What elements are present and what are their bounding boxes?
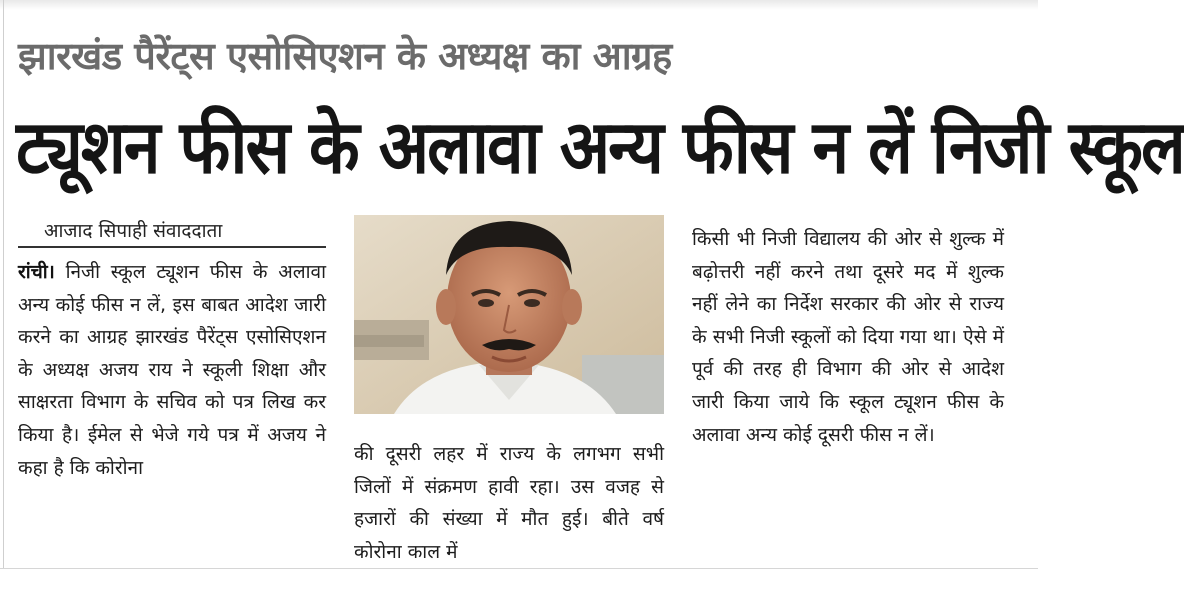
portrait-photo (354, 215, 664, 414)
byline-underline (18, 246, 326, 248)
column-1-text: निजी स्कूल ट्यूशन फीस के अलावा अन्य कोई फीस न लें, इस बाबत आदेश जारी करने का आग्रह झारखंड पैरेंट्स एसोसिएशन के अध्यक्ष अजय राय ने स्कूली शिक्षा और साक्षरता विभाग के सचिव को पत्र लिख कर किया है। ईमेल से भेजे गये पत्र में अजय ने कहा है कि कोरोना (18, 261, 326, 479)
byline: आजाद सिपाही संवाददाता (44, 220, 223, 242)
column-3-text: किसी भी निजी विद्यालय की ओर से शुल्क में बढ़ोत्तरी नहीं करने तथा दूसरे मद में शुल्क नहीं लेने का निर्देश सरकार की ओर से राज्य के सभी निजी स्कूलों को दिया गया था। ऐसे में पूर्व की तरह ही विभाग की ओर से आदेश जारी किया जाये कि स्कूल ट्यूशन फीस के अलावा अन्य कोई दूसरी फीस न लें। (692, 228, 1004, 446)
article-column-3 (692, 223, 1004, 568)
kicker-headline: झारखंड पैरेंट्स एसोसिएशन के अध्यक्ष का आग्रह (18, 34, 672, 78)
top-edge-strip (0, 0, 1038, 10)
main-headline: ट्यूशन फीस के अलावा अन्य फीस न लें निजी स्कूल (16, 104, 1184, 191)
dateline: रांची। (18, 261, 55, 283)
article-column-2 (354, 438, 664, 568)
bottom-edge-strip (0, 568, 1038, 590)
article-column-1 (18, 256, 326, 568)
left-page-edge (3, 0, 4, 589)
column-2-text: की दूसरी लहर में राज्य के लगभग सभी जिलों में संक्रमण हावी रहा। उस वजह से हजारों की संख्या में मौत हुई। बीते वर्ष कोरोना काल में (354, 443, 664, 563)
